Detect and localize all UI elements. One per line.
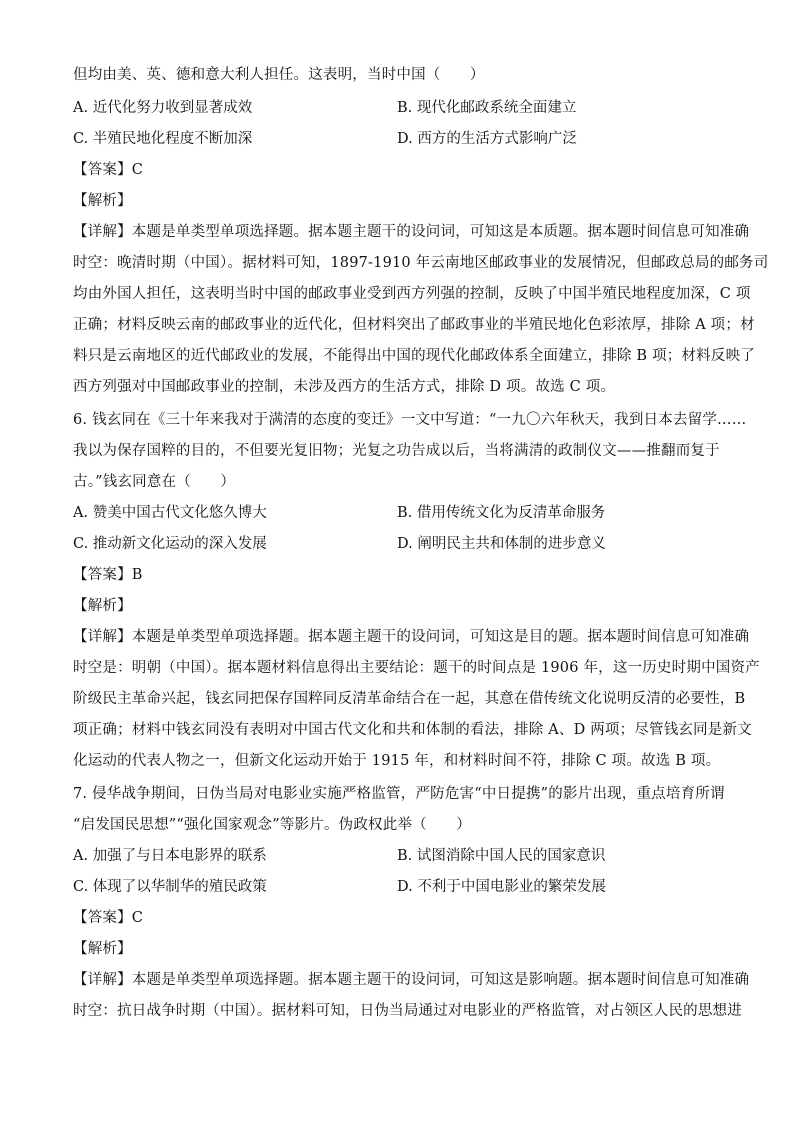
- q6-detail-line: 时空是：明朝（中国）。据本题材料信息得出主要结论：题干的时间点是 1906 年，这一历史时期中国资产: [73, 660, 760, 676]
- q5-detail-line: 均由外国人担任，这表明当时中国的邮政事业受到西方列强的控制，反映了中国半殖民地程度加深，C 项: [73, 286, 751, 302]
- q7-detail-line: 【详解】本题是单类型单项选择题。据本题主题干的设问词，可知这是影响题。据本题时间信息可知准确: [73, 972, 750, 988]
- q7-stem-line: “启发国民思想”“强化国家观念”等影片。伪政权此举（ ）: [73, 817, 471, 833]
- q6-option-c: C. 推动新文化运动的深入发展: [73, 536, 267, 552]
- q5-detail-line: 料只是云南地区的近代邮政业的发展，不能得出中国的现代化邮政体系全面建立，排除 B 项；材料反映了: [73, 348, 755, 364]
- q6-stem-line: 6. 钱玄同在《三十年来我对于满清的态度的变迁》一文中写道：“一九〇六年秋天，我到日本去留学……: [73, 412, 747, 428]
- q7-analysis-label: 【解析】: [73, 941, 132, 957]
- q5-stem: 但均由美、英、德和意大利人担任。这表明，当时中国（ ）: [73, 67, 485, 83]
- q6-stem-line: 我以为保存国粹的目的，不但要光复旧物；光复之功告成以后，当将满清的政制仪文——推翻而复于: [73, 443, 720, 459]
- q5-detail-line: 时空：晚清时期（中国）。据材料可知，1897-1910 年云南地区邮政事业的发展情况，但邮政总局的邮务司: [73, 255, 769, 271]
- q5-option-c: C. 半殖民地化程度不断加深: [73, 131, 253, 147]
- q6-detail-line: 化运动的代表人物之一，但新文化运动开始于 1915 年，和材料时间不符，排除 C 项。故选 B 项。: [73, 753, 721, 769]
- q7-option-a: A. 加强了与日本电影界的联系: [73, 848, 267, 864]
- q7-answer: 【答案】C: [73, 910, 144, 926]
- q6-analysis-label: 【解析】: [73, 598, 132, 614]
- q6-stem-line: 古。”钱玄同意在（ ）: [73, 474, 236, 490]
- q7-stem-line: 7. 侵华战争期间，日伪当局对电影业实施严格监管，严防危害“中日提携”的影片出现，重点培育所谓: [73, 786, 725, 802]
- q5-detail-line: 正确；材料反映云南的邮政事业的近代化，但材料突出了邮政事业的半殖民地化色彩浓厚，排除 A 项；材: [73, 317, 755, 333]
- q5-detail-line: 西方列强对中国邮政事业的控制，未涉及西方的生活方式，排除 D 项。故选 C 项。: [73, 379, 616, 395]
- q5-option-d: D. 西方的生活方式影响广泛: [397, 131, 577, 147]
- q5-answer: 【答案】C: [73, 162, 144, 178]
- q6-option-d: D. 阐明民主共和体制的进步意义: [397, 536, 606, 552]
- q6-detail-line: 项正确；材料中钱玄同没有表明对中国古代文化和共和体制的看法，排除 A、D 两项；尽管钱玄同是新文: [73, 722, 752, 738]
- q5-analysis-label: 【解析】: [73, 193, 132, 209]
- q6-option-a: A. 赞美中国古代文化悠久博大: [73, 505, 267, 521]
- q5-option-a: A. 近代化努力收到显著成效: [73, 100, 253, 116]
- q7-option-b: B. 试图消除中国人民的国家意识: [397, 848, 606, 864]
- q7-option-c: C. 体现了以华制华的殖民政策: [73, 879, 267, 895]
- q6-detail-line: 阶级民主革命兴起，钱玄同把保存国粹同反清革命结合在一起，其意在借传统文化说明反清的必要性，B: [73, 691, 746, 707]
- q7-detail-line: 时空：抗日战争时期（中国）。据材料可知，日伪当局通过对电影业的严格监管，对占领区人民的思想进: [73, 1003, 742, 1019]
- q5-detail-line: 【详解】本题是单类型单项选择题。据本题主题干的设问词，可知这是本质题。据本题时间信息可知准确: [73, 224, 750, 240]
- q6-detail-line: 【详解】本题是单类型单项选择题。据本题主题干的设问词，可知这是目的题。据本题时间信息可知准确: [73, 629, 750, 645]
- q5-option-b: B. 现代化邮政系统全面建立: [397, 100, 577, 116]
- q6-answer: 【答案】B: [73, 567, 143, 583]
- q6-option-b: B. 借用传统文化为反清革命服务: [397, 505, 606, 521]
- q7-option-d: D. 不利于中国电影业的繁荣发展: [397, 879, 606, 895]
